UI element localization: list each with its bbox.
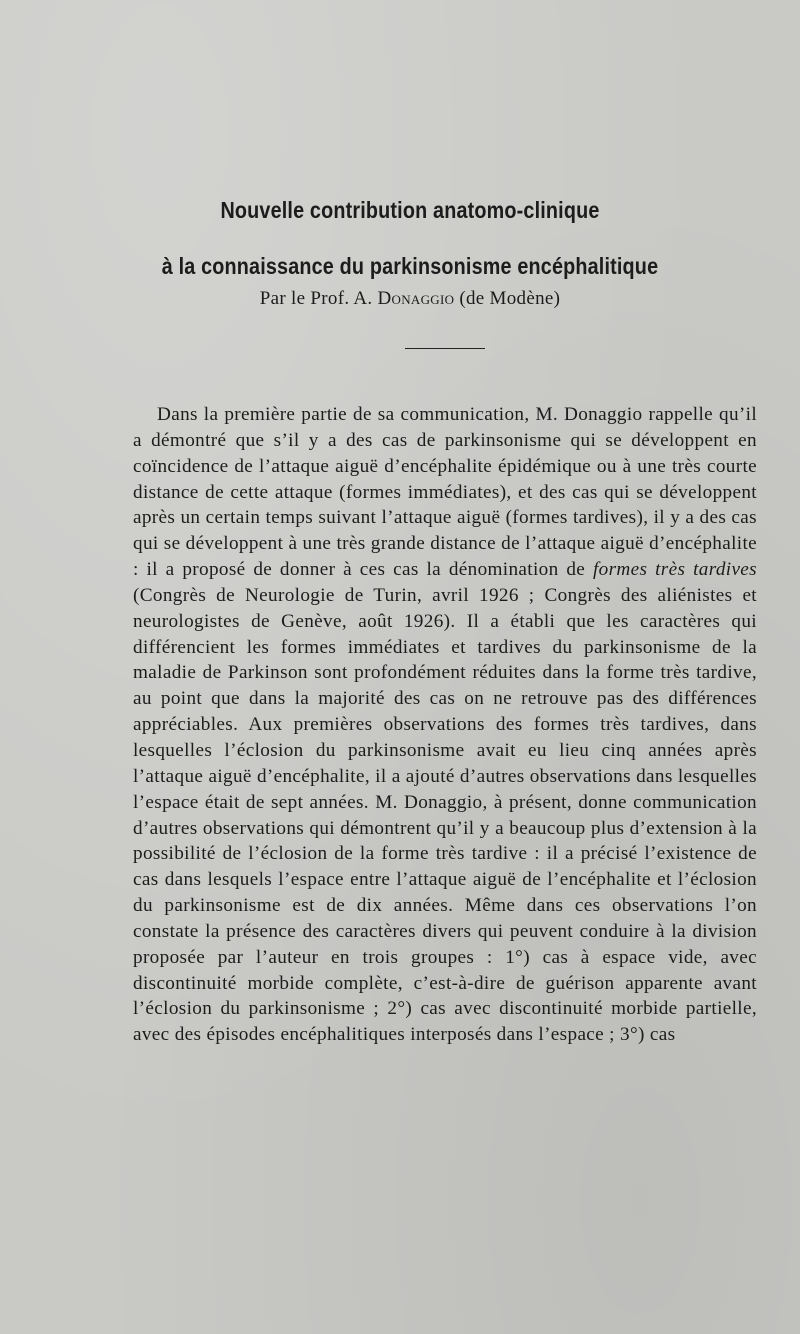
author-byline: [60, 288, 760, 310]
body-text-part-1: Dans la première partie de sa communication, M. Donaggio rappelle qu’il a démontré que s’il y a des cas de parkinsonisme qui se développent en coïncidence de l’attaque aiguë d’encéphalite épidémique ou à une très courte distance de cette attaque (formes immédiates), et des cas qui se développent après un certain temps suivant l’attaque aiguë (formes tardives), il y a des cas qui se développent à une très grande distance de l’attaque aiguë d’encéphalite : il a proposé de donner à ces cas la dénomination de: [133, 404, 757, 581]
separator-rule: [405, 348, 485, 349]
body-emphasis: formes très tardives: [592, 559, 757, 581]
body-paragraph: [133, 402, 757, 1048]
body-text-part-2: (Congrès de Neurologie de Turin, avril 1926 ; Congrès des aliénistes et neurologistes de Genève, août 1926). Il a établi que les caractères qui différencient les formes immédiates et tardives du parkinsonisme de la maladie de Parkinson sont profondément réduites dans la forme très tardive, au point que dans la majorité des cas on ne retrouve pas des différences appréciables. Aux premières observations des formes très tardives, dans lesquelles l’éclosion du parkinsonisme avait eu lieu cinq années après l’attaque aiguë d’encéphalite, il a ajouté d’autres observations dans lesquelles l’espace était de sept années. M. Donaggio, à présent, donne communication d’autres observations qui démontrent qu’il y a beaucoup plus d’extension à la possibilité de l’éclosion de la forme très tardive : il a précisé l’existence de cas dans lesquels l’espace entre l’attaque aiguë de l’encéphalite et l’éclosion du parkinsonisme est de dix années. Même dans ces observations l’on constate la présence des caractères divers qui peuvent conduire à la division proposée par l’auteur en trois groupes : 1°) cas à espace vide, avec discontinuité morbide complète, c’est-à-dire de guérison apparente avant l’éclosion du parkinsonisme ; 2°) cas avec discontinuité morbide partielle, avec des épisodes encéphalitiques interposés dans l’espace ; 3°) cas: [133, 584, 757, 1046]
article-title: [60, 182, 760, 294]
author-name: Donaggio: [377, 288, 455, 309]
title-line-2: à la connaissance du parkinsonisme encéphalitique: [161, 253, 659, 279]
byline-prefix: Par le Prof. A.: [259, 288, 378, 309]
title-line-1: Nouvelle contribution anatomo-clinique: [220, 197, 600, 223]
byline-suffix: (de Modène): [454, 288, 561, 309]
